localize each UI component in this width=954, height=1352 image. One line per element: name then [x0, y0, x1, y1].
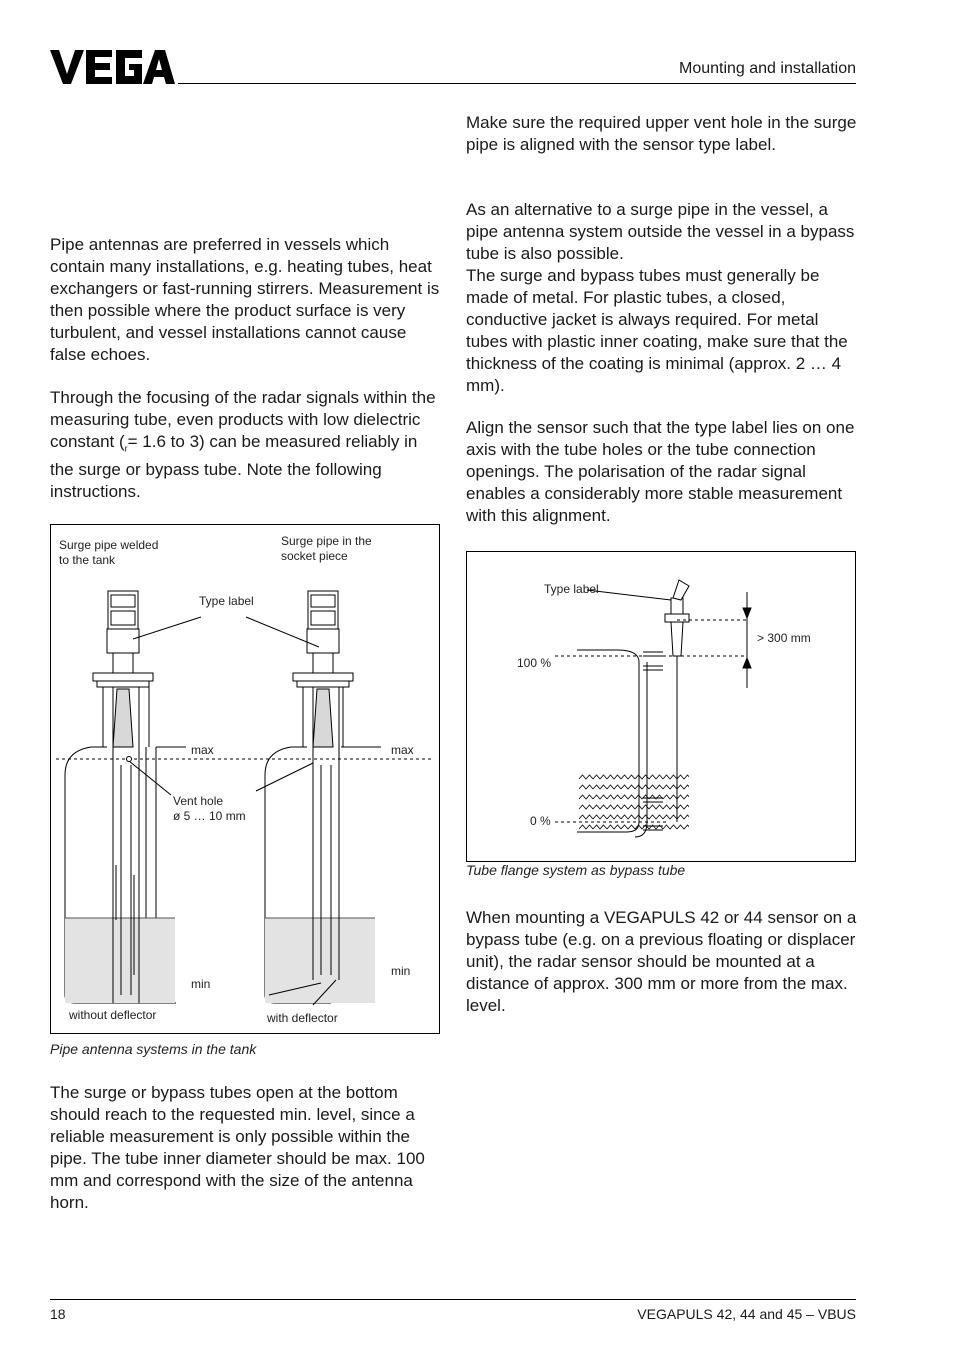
- section-title: Mounting and installation: [678, 60, 856, 77]
- label-without-deflector: without deflector: [69, 1008, 157, 1022]
- label-type-label: Type label: [199, 594, 254, 608]
- figure-bypass-tube: [466, 551, 856, 862]
- label-max-right: max: [391, 743, 414, 757]
- label-type-label-2: Type label: [544, 582, 599, 596]
- paragraph-metal-tubes: The surge and bypass tubes must generally be made of metal. For plastic tubes, a closed, conductive jacket is always required. For metal tubes with plastic inner coating, make sure that the thickness of the coating is minimal (approx. 2 … 4 mm).: [466, 266, 848, 395]
- document-title: VEGAPULS 42, 44 and 45 – VBUS: [637, 1306, 856, 1322]
- label-min-right: min: [391, 964, 411, 978]
- label-surge-socket-2: socket piece: [281, 549, 348, 563]
- paragraph-focusing: Through the focusing of the radar signals within the measuring tube, even products with low dielectric constant ($_r= 1.6$ to 3) can be measured reliably in the surge or bypass tube. Note the following instructions.: [50, 388, 436, 502]
- label-100-percent: 100 %: [517, 656, 552, 670]
- figure1-caption: Pipe antenna systems in the tank: [50, 1041, 257, 1057]
- footer-rule: [50, 1299, 856, 1300]
- label-min-left: min: [191, 977, 211, 991]
- paragraph-surge-tubes: The surge or bypass tubes open at the bottom should reach to the requested min. level, since a reliable measurement is only possible within the pipe. The tube inner diameter should be max. 100 mm and correspond with the size of the antenna horn.: [50, 1083, 425, 1212]
- paragraph-vent-hole: Make sure the required upper vent hole in the surge pipe is aligned with the sensor type label.: [466, 113, 857, 154]
- paragraph-vegapuls-mounting: When mounting a VEGAPULS 42 or 44 sensor on a bypass tube (e.g. on a previous floating or displacer unit), the radar sensor should be mounted at a distance of approx. 300 mm or more from the max. level.: [466, 908, 857, 1015]
- label-0-percent: 0 %: [530, 814, 551, 828]
- paragraph-align-sensor: Align the sensor such that the type label lies on one axis with the tube holes or the tube connection openings. The polarisation of the radar signal enables a considerably more stable measurement with this alignment.: [466, 418, 855, 525]
- figure2-caption: Tube flange system as bypass tube: [466, 862, 686, 878]
- paragraph-alternative: As an alternative to a surge pipe in the vessel, a pipe antenna system outside the vessel in a bypass tube is also possible.: [466, 200, 855, 263]
- vega-logo: [50, 50, 175, 86]
- label-300mm: > 300 mm: [757, 631, 811, 645]
- header-rule: [178, 83, 856, 84]
- label-max-left: max: [191, 743, 214, 757]
- page-number: 18: [50, 1306, 66, 1322]
- label-surge-welded-1: Surge pipe welded: [59, 538, 159, 552]
- label-surge-socket-1: Surge pipe in the: [281, 534, 372, 548]
- label-with-deflector: with deflector: [267, 1011, 338, 1025]
- label-surge-welded-2: to the tank: [59, 553, 116, 567]
- figure-pipe-antenna-systems: [50, 524, 440, 1034]
- label-vent-size: ø 5 … 10 mm: [173, 809, 246, 823]
- label-vent-hole: Vent hole: [173, 794, 224, 808]
- paragraph-pipe-antennas: Pipe antennas are preferred in vessels which contain many installations, e.g. heating tubes, heat exchangers or fast-running stirrers. Measurement is then possible where the product surface is very turbulent, and vessel installations cannot cause false echoes.: [50, 235, 440, 364]
